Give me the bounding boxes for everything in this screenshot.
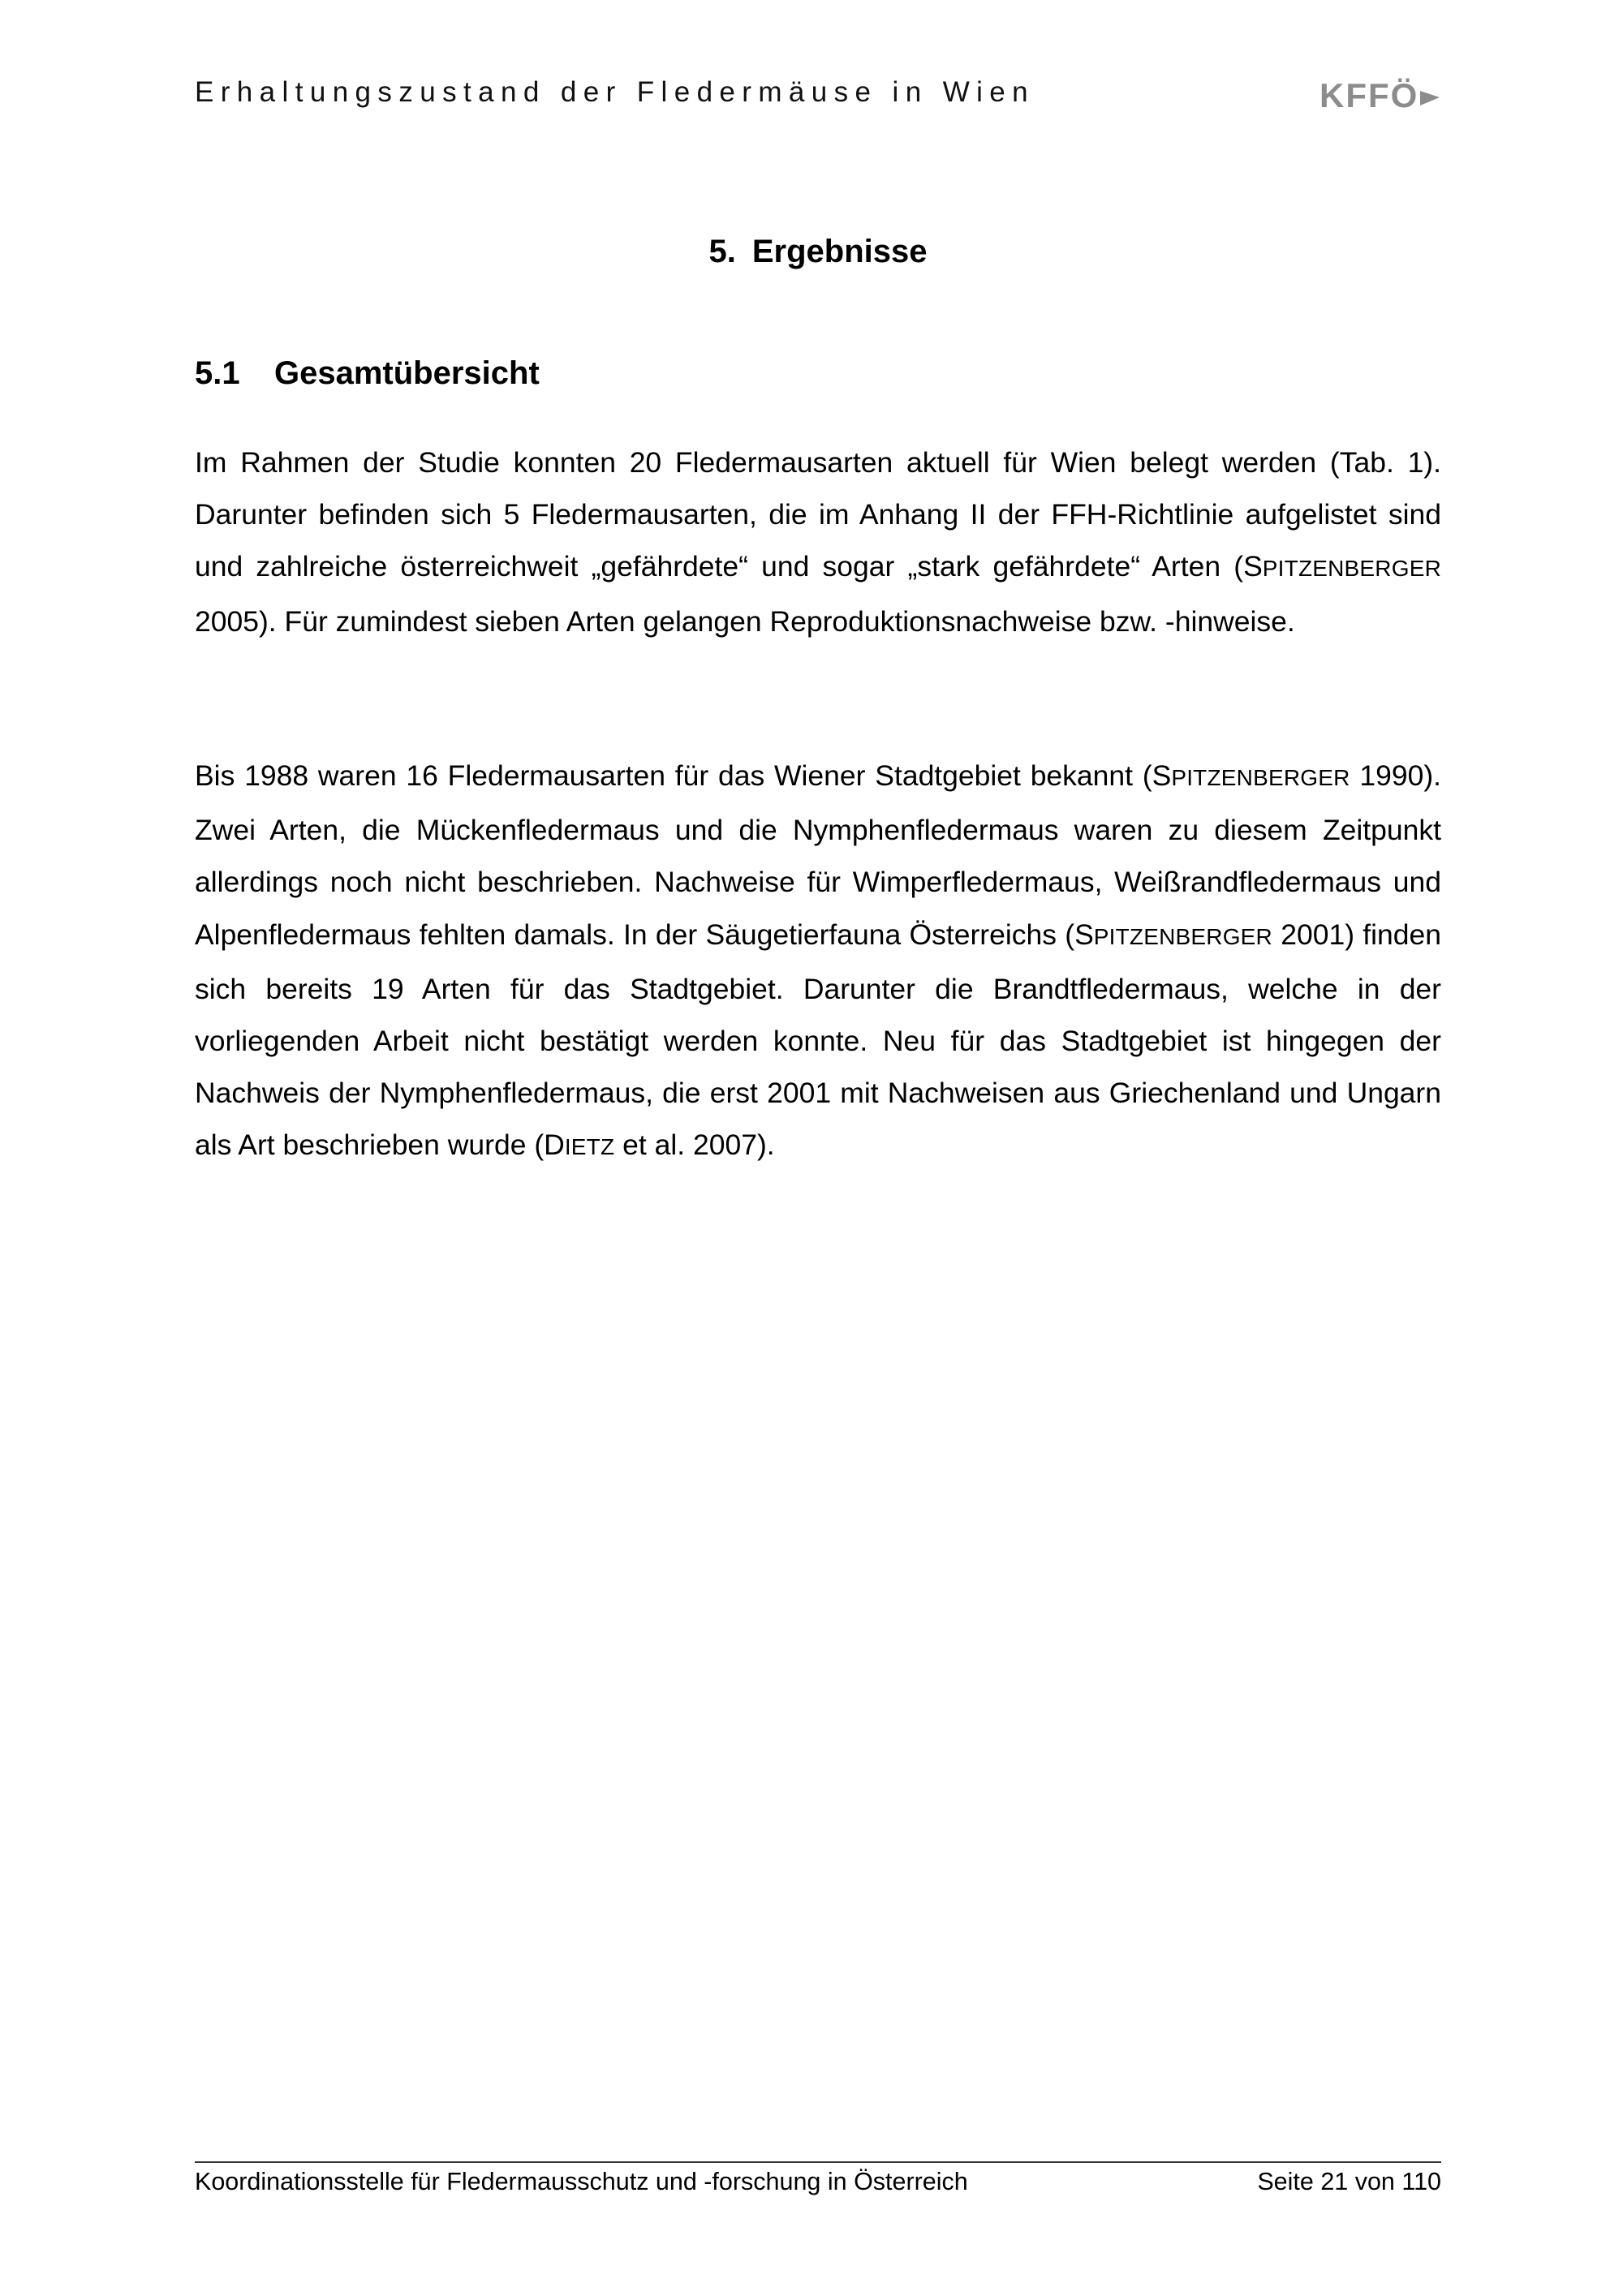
section-title: Gesamtübersicht [274,355,540,391]
section-heading [195,350,540,396]
logo-text: KFFÖ [1319,76,1419,114]
paragraph-2-text-c: 2001) finden sich bereits 19 Arten für das Stadtgebiet. Darunter die Brandtfledermaus, welche in der vorliegenden Arbeit nicht bestätigt werden konnte. Neu für das Stadtgebiet ist hingegen der Nachweis der Nymphenfledermaus, die erst 2001 mit Nachweisen aus Griechenland und Ungarn als Art beschrieben wurde (D [195,918,1442,1162]
section-number: 5.1 [195,355,240,391]
chapter-number: 5. [708,234,736,269]
chapter-heading [195,229,1441,274]
citation-small-caps: IETZ [564,1134,615,1160]
citation-small-caps: PITZENBERGER [1262,556,1441,582]
chapter-title: Ergebnisse [751,234,928,269]
paragraph-2-text-d: et al. 2007). [614,1129,775,1162]
paragraph-1-text-b: 2005). Für zumindest sieben Arten gelangen Reproduktionsnachweise bzw. -hinweise. [195,604,1295,638]
logo-arrow-icon [1420,91,1440,105]
header-title: Erhaltungszustand der Fledermäuse in Wien [195,76,1035,108]
footer-page-number: Seite 21 von 110 [1257,2168,1441,2195]
citation-small-caps: PITZENBERGER [1093,923,1272,949]
kffo-logo [1319,75,1441,114]
paragraph-2 [195,750,1441,1174]
footer-organization: Koordinationsstelle für Fledermausschutz und -forschung in Österreich [195,2168,968,2195]
page-header [195,75,1441,115]
paragraph-1 [195,436,1441,647]
footer-divider [195,2161,1441,2163]
paragraph-2-text-a: Bis 1988 waren 16 Fledermausarten für das Wiener Stadtgebiet bekannt (S [195,759,1172,792]
citation-small-caps: PITZENBERGER [1171,765,1350,790]
paragraph-2-text-b: 1990). Zwei Arten, die Mückenfledermaus und die Nymphenfledermaus waren zu diesem Zeitpunkt allerdings noch nicht beschrieben. Nachweise für Wimperfledermaus, Weißrandfledermaus und Alpenfledermaus fehlten damals. In der Säugetierfauna Österreichs (S [195,759,1442,951]
paragraph-1-text-a: Im Rahmen der Studie konnten 20 Fledermausarten aktuell für Wien belegt werden (Tab. 1). Darunter befinden sich 5 Fledermausarten, die im Anhang II der FFH-Richtlinie aufgelistet sind und zahlreiche österreichweit „gefährdete“ und sogar „stark gefährdete“ Arten (S [195,446,1441,583]
